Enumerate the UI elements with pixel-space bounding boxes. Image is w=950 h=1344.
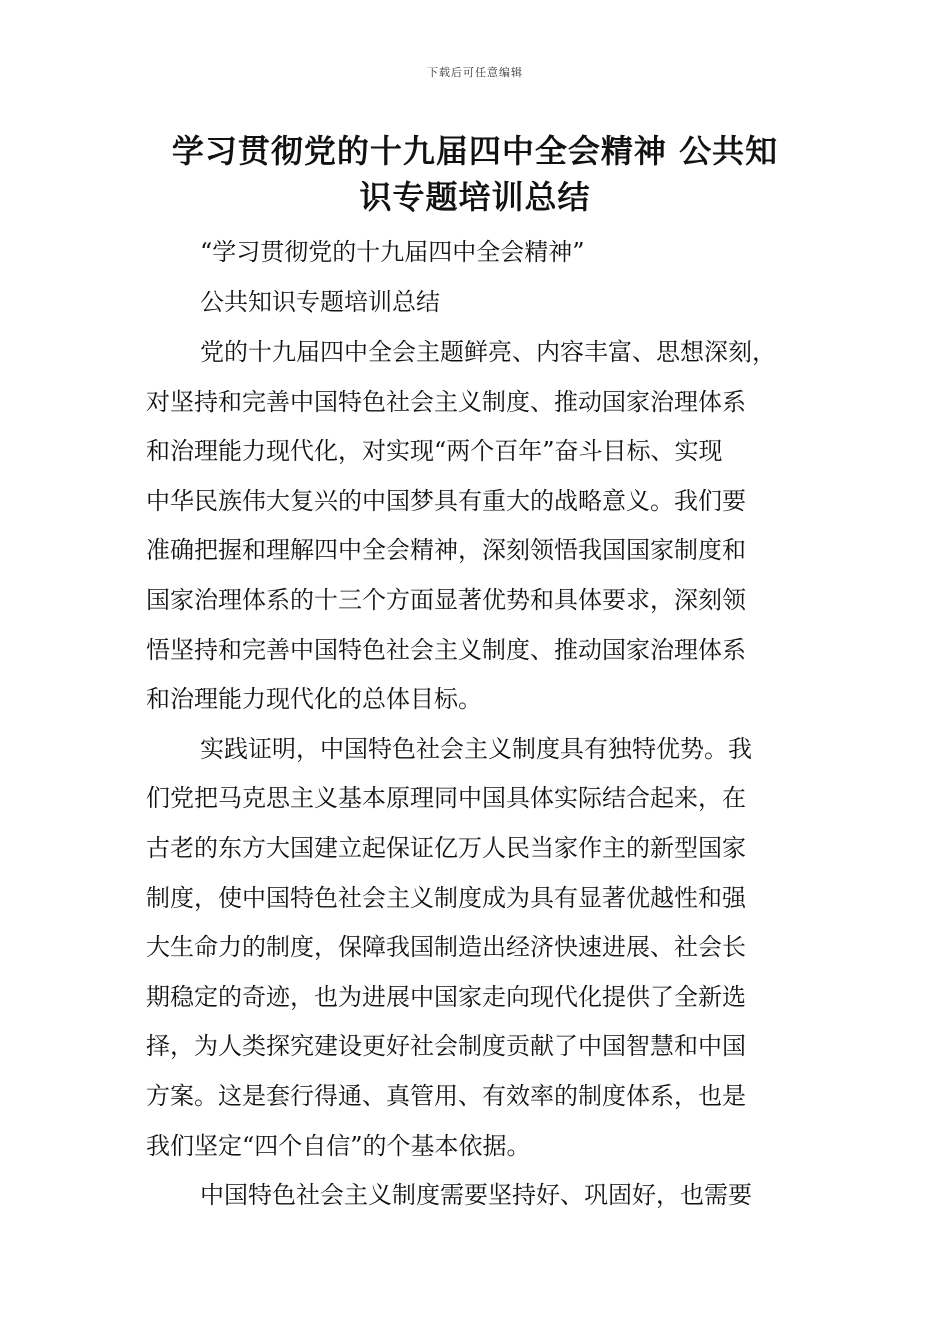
paragraph-line: 大生命力的制度，保障我国制造出经济快速进展、社会长 — [146, 933, 746, 962]
document-title — [140, 128, 810, 220]
paragraph-line: 和治理能力现代化的总体目标。 — [146, 685, 482, 714]
paragraph-line: 方案。这是套行得通、真管用、有效率的制度体系，也是 — [146, 1081, 746, 1110]
paragraph-line: 对坚持和完善中国特色社会主义制度、推动国家治理体系 — [146, 387, 746, 416]
title-line-2: 识专题培训总结 — [359, 178, 591, 216]
header-note: 下载后可任意编辑 — [427, 66, 523, 79]
paragraph-line: 实践证明，中国特色社会主义制度具有独特优势。我 — [200, 734, 752, 763]
paragraph-line: 悟坚持和完善中国特色社会主义制度、推动国家治理体系 — [146, 635, 746, 664]
subtitle-line-1: “学习贯彻党的十九届四中全会精神” — [200, 238, 585, 266]
paragraph-line: 中国特色社会主义制度需要坚持好、巩固好，也需要 — [200, 1181, 752, 1210]
paragraph-1 — [146, 328, 810, 725]
paragraph-line: 们党把马克思主义基本原理同中国具体实际结合起来，在 — [146, 784, 746, 813]
document-body — [146, 228, 810, 1221]
paragraph-line: 古老的东方大国建立起保证亿万人民当家作主的新型国家 — [146, 833, 746, 862]
paragraph-line: 中华民族伟大复兴的中国梦具有重大的战略意义。我们要 — [146, 486, 746, 515]
paragraph-line: 准确把握和理解四中全会精神，深刻领悟我国国家制度和 — [146, 536, 746, 565]
paragraph-3 — [146, 1171, 810, 1221]
paragraph-line: 和治理能力现代化，对实现“两个百年”奋斗目标、实现 — [146, 437, 723, 466]
paragraph-line: 择，为人类探究建设更好社会制度贡献了中国智慧和中国 — [146, 1032, 746, 1061]
paragraph-2 — [146, 725, 810, 1171]
title-line-1: 学习贯彻党的十九届四中全会精神 公共知 — [171, 132, 779, 170]
paragraph-line: 我们坚定“四个自信”的个基本依据。 — [146, 1131, 531, 1160]
paragraph-line: 制度，使中国特色社会主义制度成为具有显著优越性和强 — [146, 883, 746, 912]
paragraph-line: 国家治理体系的十三个方面显著优势和具体要求，深刻领 — [146, 585, 746, 614]
paragraph-line: 期稳定的奇迹，也为进展中国家走向现代化提供了全新选 — [146, 982, 746, 1011]
paragraph-line: 党的十九届四中全会主题鲜亮、内容丰富、思想深刻， — [200, 338, 776, 366]
subtitle-line-2: 公共知识专题培训总结 — [200, 288, 440, 316]
